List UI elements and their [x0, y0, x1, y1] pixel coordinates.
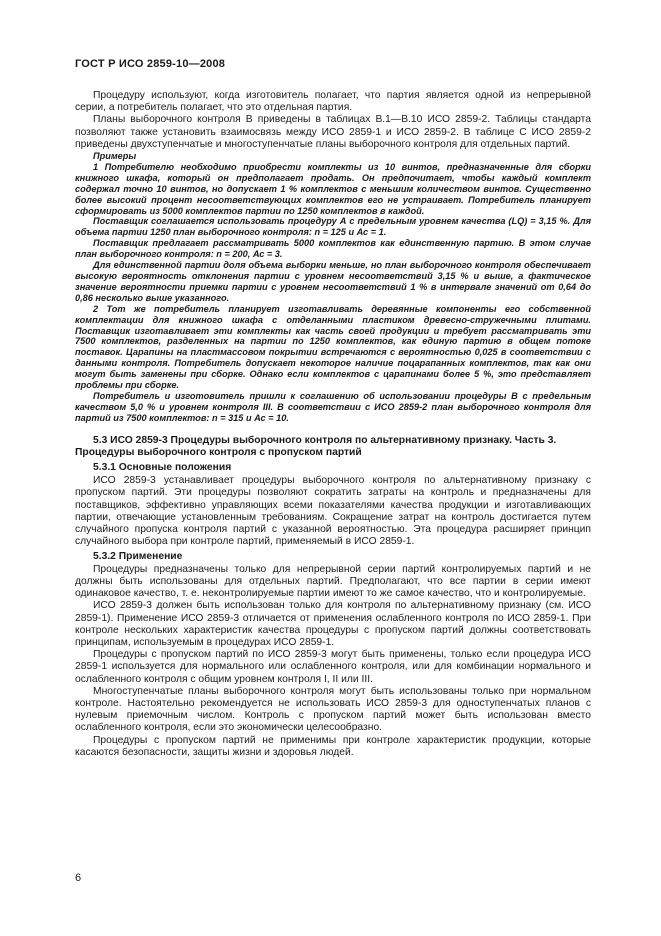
example-paragraph: 1 Потребителю необходимо приобрести комплекты из 10 винтов, предназначенные для сборки книжного шкафа, который он предполагает продать. Он предпочитает, чтобы каждый комплект содержал точно 10 винтов, но допускает 1 % комплектов с меньшим количеством винтов. Существенно более высокий процент несоответствующих комплектов его не устраивает. Потребитель планирует сформировать из 5000 комплектов партии по 1250 комплектов в каждой.: [75, 161, 591, 216]
example-paragraph: 2 Тот же потребитель планирует изготавливать деревянные компоненты его собственной комплектации для книжного шкафа с отделанными пластиком древесно-стружечными плитами. Поставщик изготавливает эти комплекты как часть своей продукции и требует рассматривать эти 7500 комплектов, разделенных на партии по 1250 комплектов, как единую партию в общем потоке поставок. Царапины на пластмассовом покрытии встречаются с вероятностью 0,025 в соответствии с данными контроля. Потребитель допускает некоторое наличие поцарапанных комплектов, так как они могут быть заменены при сборке. Однако если комплектов с царапинами более 5 %, это представляет проблемы при сборке.: [75, 303, 591, 391]
body-paragraph: Многоступенчатые планы выборочного контроля могут быть использованы только при нормальном контроле. Настоятельно рекомендуется не использовать ИСО 2859-3 для одноступенчатых планов с нулевым приемочным числом. Контроль с пропуском партий может быть использован вместо ослабленного контроля, если это экономически целесообразно.: [75, 685, 591, 734]
body-paragraph: ИСО 2859-3 должен быть использован только для контроля по альтернативному признаку (см. ИСО 2859-1). Применение ИСО 2859-3 отличается от применения ослабленного контроля по ИСО 2859-1. При контроле нескольких характеристик качества процедуры с пропуском партий должны соответствовать принципам, используемым в процедурах ИСО 2859-1.: [75, 600, 591, 648]
section-heading: 5.3 ИСО 2859-3 Процедуры выборочного контроля по альтернативному признаку. Часть 3. Процедуры выборочного контроля с пропуском партий: [75, 434, 557, 458]
body-paragraph: Планы выборочного контроля В приведены в таблицах В.1—В.10 ИСО 2859-2. Таблицы стандарта позволяют также установить взаимосвязь между ИСО 2859-1 и ИСО 2859-2. В таблице С ИСО 2859-2 приведены двухступенчатые и многоступенчатые планы выборочного контроля для отдельных партий.: [75, 114, 591, 150]
example-paragraph: Потребитель и изготовитель пришли к соглашению об использовании процедуры В с предельным качеством 5,0 % и уровнем контроля III. В соответствии с ИСО 2859-2 план выборочного контроля для партий из 7500 комплектов: n = 315 и Ас = 10.: [75, 390, 591, 423]
examples-label: Примеры: [93, 151, 137, 162]
page-number: 6: [75, 872, 82, 884]
body-paragraph: Процедуры предназначены только для непрерывной серии партий контролируемых партий и не должны быть использованы для отдельных партий. Предполагают, что все партии в серии имеют одинаковое качество, т. е. неконтролируемые партии имеют то же самое качество, что и контролируемые.: [75, 563, 591, 600]
subsection-heading: 5.3.1 Основные положения: [93, 462, 232, 474]
example-paragraph: Поставщик соглашается использовать процедуру А с предельным уровнем качества (LQ) = 3,15 %. Для объема партии 1250 план выборочного контроля: n = 125 и Ас = 1.: [75, 216, 591, 238]
body-paragraph: Процедуры с пропуском партий по ИСО 2859-3 могут быть применены, только если процедура ИСО 2859-1 используется для нормального или ослабленного контроля, или для комбинации нормального и ослабленного контроля с общим уровнем контроля I, II или III.: [75, 649, 591, 685]
body-paragraph: ИСО 2859-3 устанавливает процедуры выборочного контроля по альтернативному признаку с пропуском партий. Эти процедуры позволяют сократить затраты на контроль и предназначены для поставщиков, эффективно управляющих всеми показателями качества продукции и изготавливающих партии, отвечающие установленным требованиям. Сокращение затрат на контроль достигается путем случайного пропуска контроля партий с указанной вероятностью. Эта процедура расширяет принцип случайного выбора при контроле партий, применяемый в ИСО 2859-1.: [75, 475, 591, 548]
document-content: [75, 90, 591, 759]
document-header: ГОСТ Р ИСО 2859-10—2008: [75, 58, 226, 70]
body-paragraph: Процедуру используют, когда изготовитель полагает, что партия является одной из непрерывной серии, а потребитель полагает, что это отдельная партия.: [75, 90, 591, 114]
subsection-heading: 5.3.2 Применение: [93, 550, 183, 562]
example-paragraph: Поставщик предлагает рассматривать 5000 комплектов как единственную партию. В этом случае план выборочного контроля: n = 200, Ас = 3.: [75, 238, 591, 260]
body-paragraph: Процедуры с пропуском партий не применимы при контроле характеристик продукции, которые касаются безопасности, защиты жизни и здоровья людей.: [75, 734, 591, 758]
example-paragraph: Для единственной партии доля объема выборки меньше, но план выборочного контроля обеспечивает высокую вероятность отклонения партии с уровнем несоответствий 3,15 % и выше, а фактическое значение вероятности приемки партии с уровнем несоответствий 1 % в интервале значений от 0,64 до 0,86 несколько выше указанного.: [75, 260, 591, 303]
